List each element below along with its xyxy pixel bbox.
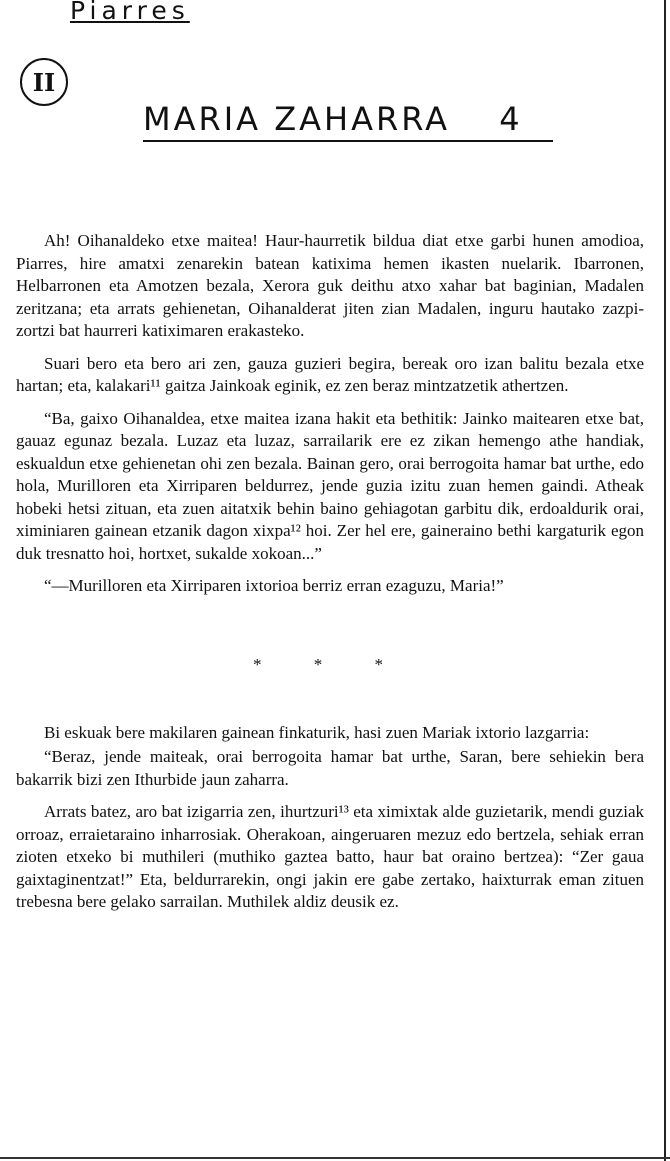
paragraph-7: Arrats batez, aro bat izigarria zen, ihurtzuri¹³ eta ximixtak alde guzietarik, mendi guziak orroaz, erraietaraino inharrosiak. Oherakoan, aingeruaren mezuz edo bertzela, sehiak erran zioten etxeko bi muthileri (muthiko gaztea batto, haur bat oraino bertzea): “Zer gaua gaixtaginentzat!” Eta, beldurrarekin, ongi jakin ere gabe zertako, haixturrak eman zituen trebesna bere gelako sarrailan. Muthilek aldiz deusik ez. [16,802,644,911]
title-text: MARIA ZAHARRA [143,100,451,138]
page-edge-bottom [0,1157,670,1159]
paragraph-2: Suari bero eta bero ari zen, gauza guzieri begira, bereak oro izan balitu bezala etxe hartan; eta, kalakari¹¹ gaitza Jainkoak eginik, ez zen beraz mintzatzetik athertzen. [16,353,644,395]
body-text [16,230,644,924]
paragraph-5: Bi eskuak bere makilaren gainean finkaturik, hasi zuen Mariak ixtorio lazgarria: [44,722,590,742]
page-edge-right [664,0,666,1161]
paragraph-1: Ah! Oihanaldeko etxe maitea! Haur-haurretik bildua diat etxe garbi hunen amodioa, Piarres, hire amatxi zenarekin batean katiximа hemen ikasten nuelarik. Ibarronen, Helbarronen eta Amotzen bezala, Xerora guk deithu atxo xahar bat baginian, Madalen zeritzana; eta arrats gehienetan, Oihanalderat jiten zian Madalen, inguru hautako zazpi-zortzi bat haurreri katiximaren erakasteko. [16,231,644,340]
chapter-number: II [32,67,56,97]
section-separator: * * * [253,654,407,674]
handwritten-author: Piarres [70,0,190,25]
title-number: 4 [499,100,523,138]
paragraph-3: “Ba, gaixo Oihanaldea, etxe maitea izana hakit eta bethitik: Jainko maitearen etxe bat, gauaz egunaz bezala. Luzaz eta luzaz, sarrailarik ere ez zikan hemengo athe handiak, eskualdun etxe gehienetan ohi zen bezala. Bainan gero, orai berrogoita hamar bat urthe, edo hola, Murilloren eta Xirriparen beldurrez, jende guzia izitu zuan hemen gaindi. Atheak hobeki hetsi zituan, eta zuen aitatxik behin baino gehiagotan garbitu dik, erdoaldurik orai, ximiniaren gainean etzanik dagon xixpa¹² hoi. Zer hel ere, gainerаino bethi kargaturik egon duk tresnatto hoi, hortxet, sukalde xokoan...” [16,408,644,563]
handwritten-title [143,100,553,142]
paragraph-6: “Beraz, jende maiteak, orai berrogoita hamar bat urthe, Saran, bere sehiekin bera bakarrik bizi zen Ithurbide jaun zaharra. [16,747,644,789]
chapter-number-circle [20,58,68,106]
paragraph-4: “—Murilloren eta Xirriparen ixtorioa berriz erran ezaguzu, Maria!” [44,576,504,595]
